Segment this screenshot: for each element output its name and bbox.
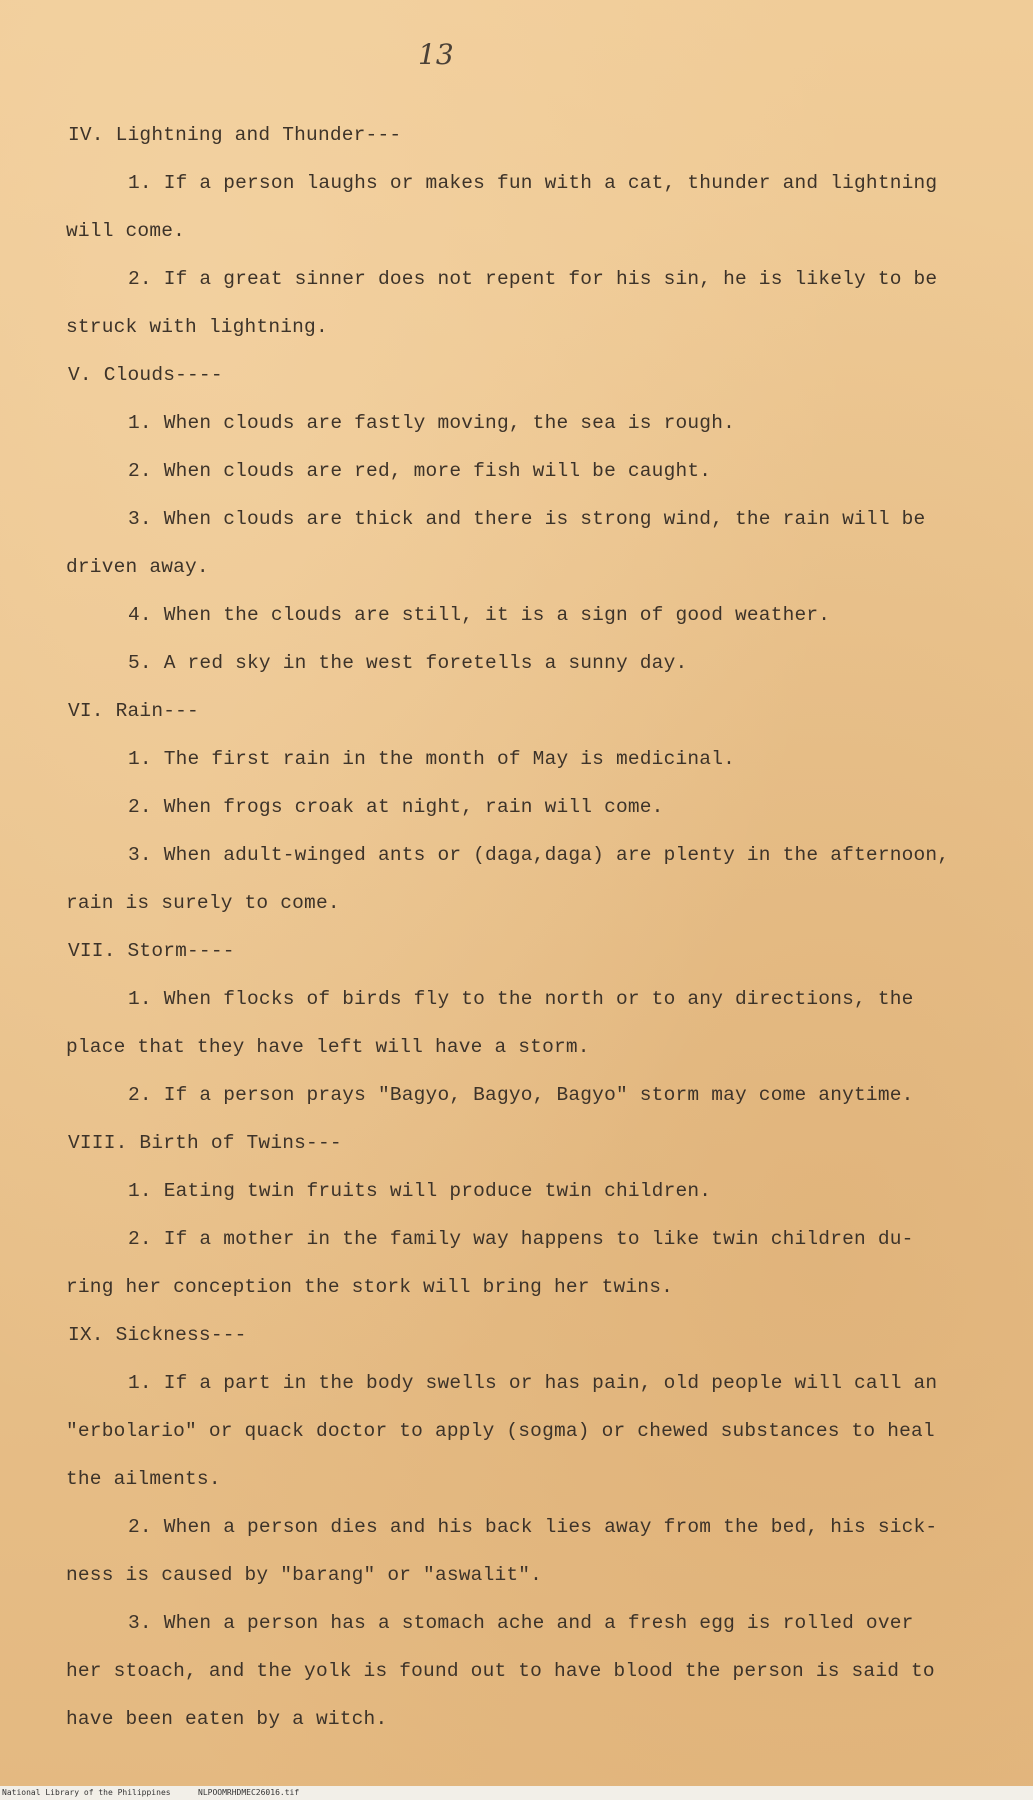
text-line: 2. If a great sinner does not repent for his sin, he is likely to be [128,268,938,290]
text-line: struck with lightning. [66,316,328,338]
section-heading-birth-of-twins: VIII. Birth of Twins--- [68,1132,342,1154]
section-heading-storm: VII. Storm---- [68,940,235,962]
text-line: "erbolario" or quack doctor to apply (sogma) or chewed substances to heal [66,1420,935,1442]
text-line: 1. The first rain in the month of May is medicinal. [128,748,735,770]
page-number: 13 [418,38,454,71]
section-heading-clouds: V. Clouds---- [68,364,223,386]
text-line: 1. Eating twin fruits will produce twin children. [128,1180,712,1202]
text-line: 2. When frogs croak at night, rain will come. [128,796,664,818]
text-line: 2. When clouds are red, more fish will be caught. [128,460,712,482]
text-line: 3. When clouds are thick and there is strong wind, the rain will be [128,508,926,530]
text-line: 1. When flocks of birds fly to the north or to any directions, the [128,988,914,1010]
text-line: will come. [66,220,186,242]
text-line: her stoach, and the yolk is found out to have blood the person is said to [66,1660,935,1682]
text-line: 4. When the clouds are still, it is a sign of good weather. [128,604,831,626]
text-line: 2. When a person dies and his back lies away from the bed, his sick- [128,1516,938,1538]
text-line: place that they have left will have a storm. [66,1036,590,1058]
text-line: 5. A red sky in the west foretells a sunny day. [128,652,688,674]
section-heading-lightning-thunder: IV. Lightning and Thunder--- [68,124,402,146]
section-heading-rain: VI. Rain--- [68,700,199,722]
text-line: ring her conception the stork will bring her twins. [66,1276,673,1298]
text-line: have been eaten by a witch. [66,1708,388,1730]
text-line: 1. If a part in the body swells or has pain, old people will call an [128,1372,938,1394]
text-line: 2. If a mother in the family way happens to like twin children du- [128,1228,914,1250]
text-line: 2. If a person prays "Bagyo, Bagyo, Bagyo" storm may come anytime. [128,1084,914,1106]
text-line: 1. If a person laughs or makes fun with a cat, thunder and lightning [128,172,938,194]
text-line: rain is surely to come. [66,892,340,914]
footer-file-name: NLPOOMRHDMEC26016.tif [198,1788,300,1797]
text-line: the ailments. [66,1468,221,1490]
text-line: 3. When adult-winged ants or (daga,daga) are plenty in the afternoon, [128,844,950,866]
text-line: 3. When a person has a stomach ache and a fresh egg is rolled over [128,1612,914,1634]
footer-library-name: National Library of the Philippines [2,1788,171,1797]
text-line: ness is caused by "barang" or "aswalit". [66,1564,543,1586]
text-line: 1. When clouds are fastly moving, the sea is rough. [128,412,735,434]
text-line: driven away. [66,556,209,578]
scan-footer [0,1786,1033,1800]
section-heading-sickness: IX. Sickness--- [68,1324,247,1346]
